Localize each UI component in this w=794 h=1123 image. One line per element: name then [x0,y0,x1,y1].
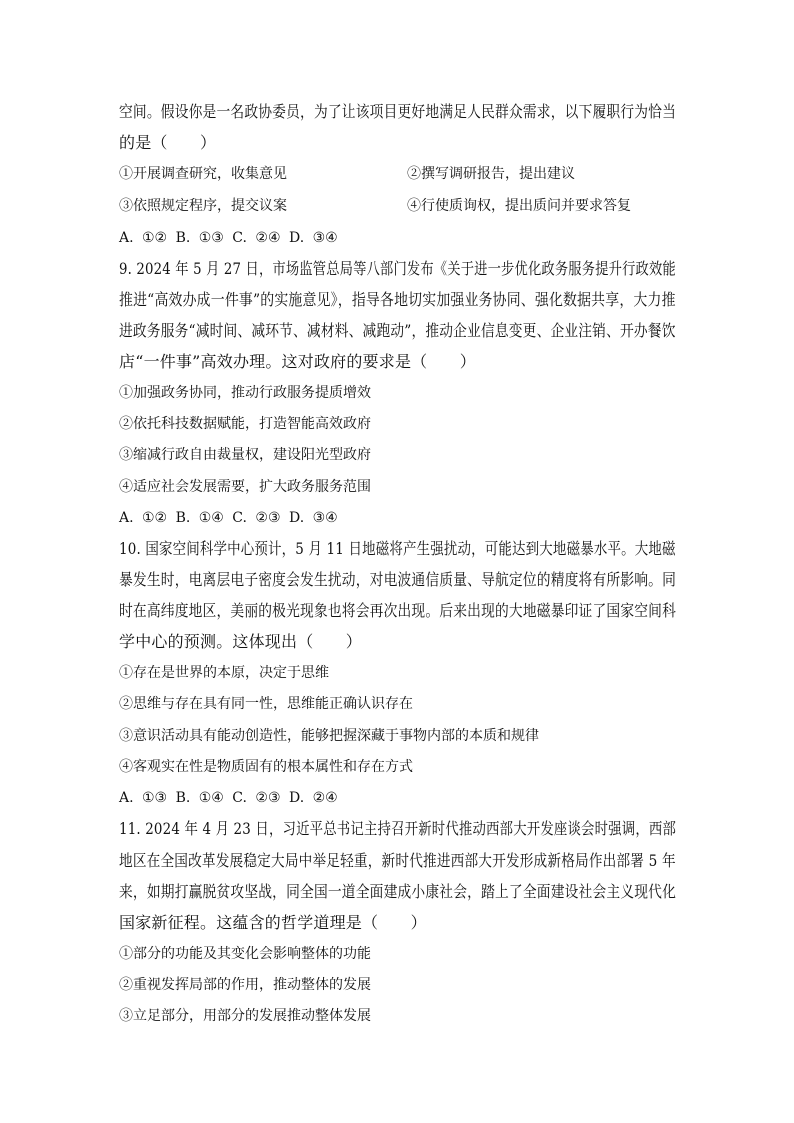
q8-option-4: ④行使质询权，提出质问并要求答复 [407,198,631,214]
q9-option-4: ④适应社会发展需要，扩大政务服务范围 [119,479,371,495]
q8-option-3: ③依照规定程序，提交议案 [119,198,287,214]
q9-option-2: ②依托科技数据赋能，打造智能高效政府 [119,416,371,432]
q11-option-3: ③立足部分，用部分的发展推动整体发展 [119,1008,371,1024]
q8-answer-choices: A. ①② B. ①③ C. ②④ D. ③④ [119,230,338,246]
q9-stem-line-2: 推进“高效办成一件事”的实施意见》，指导各地切实加强业务协同、强化数据共享，大力推 [119,290,676,309]
q10-option-2: ②思维与存在具有同一性，思维能正确认识存在 [119,696,413,712]
q8-option-2: ②撰写调研报告，提出建议 [407,166,575,182]
q8-option-1: ①开展调查研究，收集意见 [119,166,287,182]
q11-stem-line-2: 地区在全国改革发展稳定大局中举足轻重，新时代推进西部大开发形成新格局作出部署 5 年 [119,851,676,870]
q10-stem-line-1: 10. 国家空间科学中心预计，5 月 11 日地磁将产生强扰动，可能达到大地磁暴水平。大地磁 [119,539,676,558]
q9-answer-choices: A. ①② B. ①④ C. ②③ D. ③④ [119,510,338,526]
q9-option-3: ③缩减行政自由裁量权，建设阳光型政府 [119,447,371,463]
q9-stem-line-4: 店“一件事”高效办理。这对政府的要求是（ ） [119,352,476,371]
q11-stem-line-3: 来，如期打赢脱贫攻坚战，同全国一道全面建成小康社会，踏上了全面建设社会主义现代化 [119,882,677,901]
q10-option-4: ④客观实在性是物质固有的根本属性和存在方式 [119,759,413,775]
q9-stem-line-1: 9. 2024 年 5 月 27 日，市场监管总局等八部门发布《关于进一步优化政务服务提升行政效能 [119,259,676,278]
q11-option-2: ②重视发挥局部的作用，推动整体的发展 [119,977,371,993]
q11-stem-line-1: 11. 2024 年 4 月 23 日，习近平总书记主持召开新时代推动西部大开发座谈会时强调，西部 [119,819,677,838]
q10-stem-line-2: 暴发生时，电离层电子密度会发生扰动，对电波通信质量、导航定位的精度将有所影响。同 [119,570,677,589]
q11-option-1: ①部分的功能及其变化会影响整体的功能 [119,946,371,962]
q10-stem-line-3: 时在高纬度地区，美丽的极光现象也将会再次出现。后来出现的大地磁暴印证了国家空间科 [119,601,677,620]
q9-stem-line-3: 进政务服务“减时间、减环节、减材料、减跑动”，推动企业信息变更、企业注销、开办餐饮 [119,321,676,340]
q10-answer-choices: A. ①③ B. ①④ C. ②③ D. ②④ [119,790,338,806]
q10-option-3: ③意识活动具有能动创造性，能够把握深藏于事物内部的本质和规律 [119,728,539,744]
q8-stem-line-2: 的是（ ） [119,133,217,152]
q10-option-1: ①存在是世界的本原，决定于思维 [119,665,329,681]
q10-stem-line-4: 学中心的预测。这体现出（ ） [119,632,363,651]
q9-option-1: ①加强政务协同，推动行政服务提质增效 [119,385,371,401]
q11-stem-line-4: 国家新征程。这蕴含的哲学道理是（ ） [119,913,427,932]
q8-stem-line-1: 空间。假设你是一名政协委员，为了让该项目更好地满足人民群众需求，以下履职行为恰当 [119,102,677,121]
